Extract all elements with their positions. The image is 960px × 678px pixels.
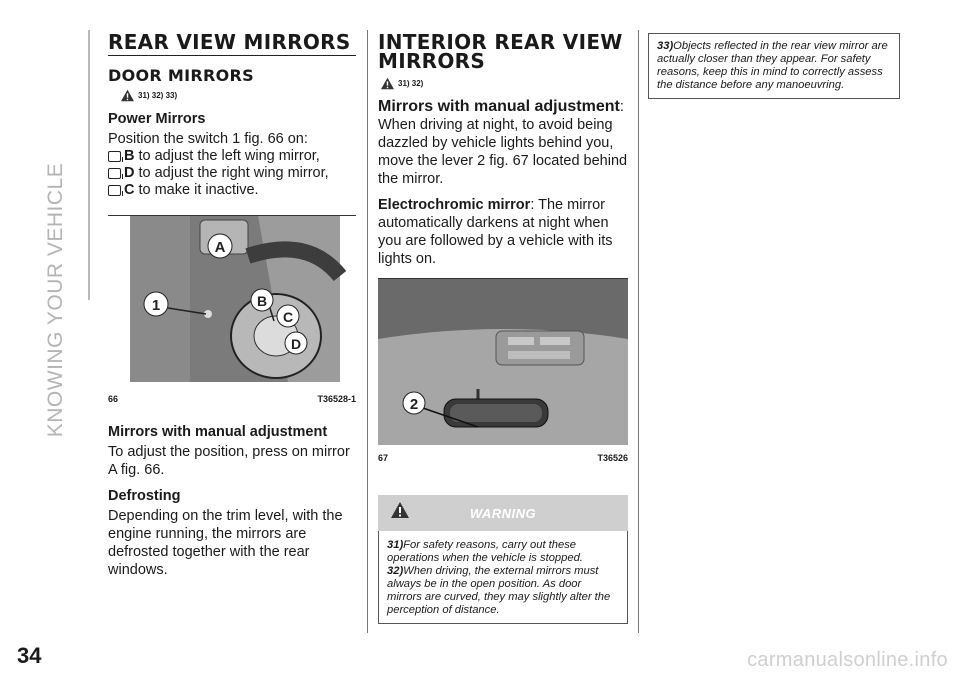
note-text: When driving, the external mirrors must always be in the open position. As door mirrors are curved, they may slightly alter the perception of distance. bbox=[387, 565, 611, 616]
switch-position-icon bbox=[108, 151, 121, 162]
door-mirror-switch-illustration bbox=[108, 216, 356, 386]
warning-box bbox=[378, 495, 628, 624]
column-divider bbox=[638, 30, 639, 633]
note-number: 32) bbox=[387, 565, 404, 577]
column-divider bbox=[367, 30, 368, 633]
option-text: to adjust the left wing mirror, bbox=[138, 148, 320, 164]
figure-number: 67 bbox=[378, 453, 389, 463]
power-mirrors-heading: Power Mirrors bbox=[108, 111, 206, 127]
option-row bbox=[108, 165, 356, 182]
warning-title: WARNING bbox=[469, 505, 537, 521]
figure-67 bbox=[378, 278, 628, 463]
figure-callout: 1 bbox=[151, 297, 161, 314]
note-refs-text: 31) 32) bbox=[398, 79, 424, 88]
switch-position-icon bbox=[108, 168, 121, 179]
figure-callout: B bbox=[256, 293, 268, 309]
note-refs-text: 31) 32) 33) bbox=[138, 91, 178, 100]
manual-adjustment-heading: Mirrors with manual adjustment bbox=[108, 424, 328, 440]
electrochromic-label: Electrochromic mirror bbox=[378, 197, 531, 213]
figure-callout: C bbox=[282, 309, 294, 325]
section-title: INTERIOR REAR VIEW MIRRORS bbox=[378, 30, 623, 73]
figure-callout: 2 bbox=[409, 396, 419, 413]
note-text: Objects reflected in the rear view mirror are actually closer than they appear. For safety reasons, keep this in mind to correctly assess the distance before any manoeuvring. bbox=[657, 40, 888, 91]
warning-notes-continued bbox=[648, 33, 900, 99]
subsection-title: DOOR MIRRORS bbox=[108, 66, 254, 85]
electrochromic-paragraph bbox=[378, 196, 628, 268]
defrosting-text: Depending on the trim level, with the engine running, the mirrors are defrosted together with the rear windows. bbox=[108, 508, 343, 578]
section-title: REAR VIEW MIRRORS bbox=[108, 33, 356, 56]
warning-icon bbox=[390, 501, 410, 519]
note-references bbox=[380, 77, 628, 90]
warning-icon bbox=[380, 77, 395, 90]
note-number: 33) bbox=[657, 40, 674, 52]
footer-watermark: carmanualsonline.info bbox=[747, 649, 948, 671]
option-text: to adjust the right wing mirror, bbox=[138, 165, 329, 181]
option-row bbox=[108, 182, 356, 199]
figure-code: T36526 bbox=[597, 453, 628, 463]
side-tab-line bbox=[88, 30, 90, 300]
manual-adjustment-paragraph bbox=[378, 98, 628, 188]
column-1 bbox=[108, 30, 356, 579]
page-number: 34 bbox=[17, 643, 42, 668]
option-key: C bbox=[124, 182, 135, 198]
defrosting-heading: Defrosting bbox=[108, 488, 181, 504]
figure-callout: D bbox=[290, 336, 302, 352]
warning-header bbox=[378, 495, 628, 531]
switch-position-icon bbox=[108, 185, 121, 196]
manual-adjustment-text: To adjust the position, press on mirror A fig. 66. bbox=[108, 444, 350, 478]
figure-caption bbox=[378, 453, 628, 463]
option-key: D bbox=[124, 165, 135, 181]
figure-number: 66 bbox=[108, 394, 119, 404]
figure-callout: A bbox=[214, 239, 226, 256]
figure-66 bbox=[108, 215, 356, 404]
electrochromic-text: : The mirror automatically darkens at night when you are followed by a vehicle with its lights on. bbox=[378, 197, 613, 267]
manual-adjustment-text: : When driving at night, to avoid being dazzled by vehicle lights behind you, move the lever 2 fig. 67 located behind the mirror. bbox=[378, 99, 628, 187]
warning-icon bbox=[120, 89, 135, 102]
note-number: 31) bbox=[387, 539, 404, 551]
power-mirrors-intro: Position the switch 1 fig. 66 on: bbox=[108, 131, 308, 147]
manual-adjustment-label: Mirrors with manual adjustment bbox=[378, 98, 620, 115]
note-item bbox=[387, 539, 619, 565]
note-item bbox=[387, 565, 619, 617]
warning-notes bbox=[378, 531, 628, 624]
note-item bbox=[657, 40, 891, 92]
note-references bbox=[120, 89, 356, 102]
interior-mirror-illustration bbox=[378, 279, 628, 445]
section-side-tab: KNOWING YOUR VEHICLE bbox=[44, 162, 67, 438]
option-row bbox=[108, 148, 356, 165]
column-3 bbox=[648, 33, 900, 99]
option-text: to make it inactive. bbox=[138, 182, 259, 198]
option-key: B bbox=[124, 148, 135, 164]
note-text: For safety reasons, carry out these operations when the vehicle is stopped. bbox=[387, 539, 583, 564]
column-2 bbox=[378, 30, 628, 624]
figure-code: T36528-1 bbox=[317, 394, 356, 404]
figure-caption bbox=[108, 394, 356, 404]
